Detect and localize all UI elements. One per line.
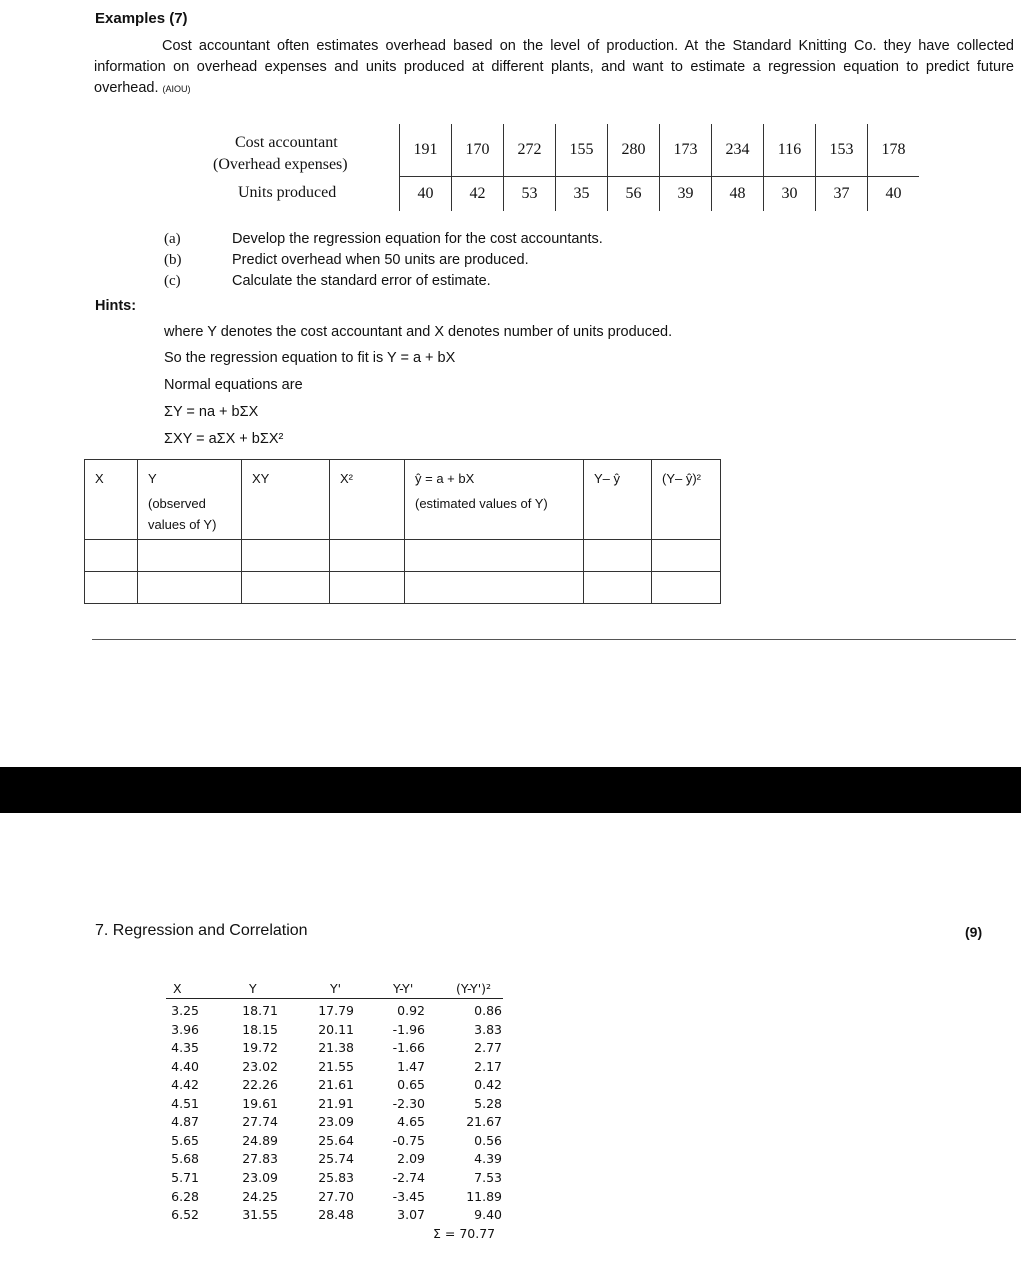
results-cell: 27.74 xyxy=(242,1114,278,1130)
results-cell: 0.65 xyxy=(397,1077,425,1093)
results-cell: 0.86 xyxy=(474,1003,502,1018)
question-item xyxy=(164,250,603,271)
overhead-value: 155 xyxy=(556,124,608,176)
units-value: 56 xyxy=(608,176,660,211)
overhead-label xyxy=(213,124,400,176)
results-cell: 19.72 xyxy=(242,1040,278,1056)
table-row xyxy=(85,572,721,604)
results-cell: 4.40 xyxy=(171,1058,199,1074)
header-x2: X² xyxy=(330,460,405,540)
results-cell: -0.75 xyxy=(392,1132,425,1148)
units-value: 40 xyxy=(400,176,452,211)
results-cell: 7.53 xyxy=(474,1169,502,1185)
hints-label: Hints: xyxy=(95,298,137,314)
results-cell: 23.09 xyxy=(242,1169,278,1185)
units-value: 53 xyxy=(504,176,556,211)
results-header: Y-Y' xyxy=(393,981,414,996)
source-tag: (AIOU) xyxy=(162,84,191,94)
results-cell: 5.71 xyxy=(171,1169,199,1185)
results-cell: 3.25 xyxy=(171,1003,199,1018)
question-item xyxy=(164,229,603,250)
question-text: Predict overhead when 50 units are produced. xyxy=(232,252,529,268)
results-cell: 2.17 xyxy=(474,1058,502,1074)
header-yhat xyxy=(405,460,584,540)
header-xy: XY xyxy=(242,460,330,540)
header-y-label: Y xyxy=(148,471,157,486)
black-band xyxy=(0,767,1021,813)
results-cell: 21.61 xyxy=(318,1077,354,1093)
problem-paragraph xyxy=(94,36,1014,100)
results-cell: 0.56 xyxy=(474,1132,502,1148)
question-letter: (b) xyxy=(164,252,182,268)
overhead-value: 178 xyxy=(868,124,920,176)
results-cell: 21.38 xyxy=(318,1040,354,1056)
results-cell: 27.70 xyxy=(318,1188,354,1204)
overhead-value: 272 xyxy=(504,124,556,176)
units-value: 30 xyxy=(764,176,816,211)
results-cell: 31.55 xyxy=(242,1207,278,1223)
results-cell: 4.51 xyxy=(171,1095,199,1111)
results-cell: 23.09 xyxy=(318,1114,354,1130)
results-header: X xyxy=(173,981,182,996)
units-value: 42 xyxy=(452,176,504,211)
results-cell: 25.83 xyxy=(318,1169,354,1185)
results-cell: 24.89 xyxy=(242,1132,278,1148)
results-cell: 4.65 xyxy=(397,1114,425,1130)
units-value: 39 xyxy=(660,176,712,211)
results-cell: 0.92 xyxy=(397,1003,425,1018)
results-cell: 28.48 xyxy=(318,1207,354,1223)
results-cell: 4.42 xyxy=(171,1077,199,1093)
header-resid-sq: (Y– ŷ)² xyxy=(652,460,721,540)
results-cell: 3.07 xyxy=(397,1207,425,1223)
question-letter: (a) xyxy=(164,231,181,247)
overhead-label-line2: (Overhead expenses) xyxy=(213,156,348,173)
results-cell: 4.39 xyxy=(474,1151,502,1167)
results-header: (Y-Y')² xyxy=(456,981,492,996)
header-yhat-label: ŷ = a + bX xyxy=(415,471,475,486)
header-y xyxy=(138,460,242,540)
results-cell: 4.87 xyxy=(171,1114,199,1130)
work-table xyxy=(84,459,721,604)
overhead-value: 280 xyxy=(608,124,660,176)
question-item xyxy=(164,271,603,292)
header-yhat-sub: (estimated values of Y) xyxy=(415,496,548,511)
header-rule xyxy=(166,998,503,999)
results-header: Y xyxy=(249,981,257,996)
header-y-sub: values of Y) xyxy=(148,517,217,532)
header-y-sub: (observed xyxy=(148,496,206,511)
results-cell: 6.52 xyxy=(171,1207,199,1223)
example-title: Examples (7) xyxy=(95,10,188,27)
results-cell: 27.83 xyxy=(242,1151,278,1167)
hint-line: where Y denotes the cost accountant and X denotes number of units produced. xyxy=(164,324,673,340)
results-cell: 25.64 xyxy=(318,1132,354,1148)
question-text: Develop the regression equation for the cost accountants. xyxy=(232,231,603,247)
section-title: 7. Regression and Correlation xyxy=(95,922,308,939)
results-cell: 2.09 xyxy=(397,1151,425,1167)
divider xyxy=(92,639,1016,640)
results-cell: 23.02 xyxy=(242,1058,278,1074)
paragraph-text: Cost accountant often estimates overhead based on the level of production. At the Standard Knitting Co. they have collected information on overhead expenses and units produced at different plants, and want to estimate a regression equation to predict future overhead. xyxy=(94,38,1014,96)
header-resid: Y– ŷ xyxy=(584,460,652,540)
hint-line: So the regression equation to fit is Y = a + bX xyxy=(164,350,456,366)
results-cell: 1.47 xyxy=(397,1058,425,1074)
results-cell: 24.25 xyxy=(242,1188,278,1204)
units-value: 40 xyxy=(868,176,920,211)
results-cell: 25.74 xyxy=(318,1151,354,1167)
question-list xyxy=(164,229,603,292)
results-cell: 9.40 xyxy=(474,1207,502,1223)
results-header: Y' xyxy=(330,981,342,996)
results-cell: -1.96 xyxy=(392,1021,425,1037)
hint-line: ΣY = na + bΣX xyxy=(164,404,259,420)
results-cell: -2.74 xyxy=(392,1169,425,1185)
units-label: Units produced xyxy=(238,184,337,202)
results-cell: 20.11 xyxy=(318,1021,354,1037)
results-cell: 5.68 xyxy=(171,1151,199,1167)
sum-total: Σ = 70.77 xyxy=(433,1226,496,1241)
units-value: 37 xyxy=(816,176,868,211)
results-cell: 17.79 xyxy=(318,1003,354,1018)
results-cell: -1.66 xyxy=(392,1040,425,1056)
results-cell: 3.83 xyxy=(474,1021,502,1037)
results-cell: 21.91 xyxy=(318,1095,354,1111)
results-cell: 21.67 xyxy=(466,1114,502,1130)
page-number: (9) xyxy=(965,924,983,940)
results-cell: 18.15 xyxy=(242,1021,278,1037)
overhead-value: 173 xyxy=(660,124,712,176)
results-cell: 22.26 xyxy=(242,1077,278,1093)
results-cell: 0.42 xyxy=(474,1077,502,1093)
question-text: Calculate the standard error of estimate. xyxy=(232,273,491,289)
results-cell: 6.28 xyxy=(171,1188,199,1204)
results-cell: -2.30 xyxy=(392,1095,425,1111)
overhead-value: 234 xyxy=(712,124,764,176)
overhead-value: 170 xyxy=(452,124,504,176)
results-cell: 21.55 xyxy=(318,1058,354,1074)
results-cell: 18.71 xyxy=(242,1003,278,1018)
results-cell: 5.28 xyxy=(474,1095,502,1111)
results-cell: 4.35 xyxy=(171,1040,199,1056)
overhead-value: 116 xyxy=(764,124,816,176)
results-cell: 19.61 xyxy=(242,1095,278,1111)
results-cell: -3.45 xyxy=(392,1188,425,1204)
overhead-value: 153 xyxy=(816,124,868,176)
hint-line: Normal equations are xyxy=(164,377,303,393)
hint-line: ΣXY = aΣX + bΣX² xyxy=(164,431,284,447)
header-x: X xyxy=(85,460,138,540)
overhead-value: 191 xyxy=(400,124,452,176)
overhead-label-line1: Cost accountant xyxy=(235,134,338,151)
data-table xyxy=(213,124,919,211)
results-cell: 2.77 xyxy=(474,1040,502,1056)
units-value: 48 xyxy=(712,176,764,211)
question-letter: (c) xyxy=(164,273,181,289)
table-row xyxy=(85,540,721,572)
units-value: 35 xyxy=(556,176,608,211)
results-cell: 11.89 xyxy=(466,1188,502,1204)
results-cell: 3.96 xyxy=(171,1021,199,1037)
results-cell: 5.65 xyxy=(171,1132,199,1148)
